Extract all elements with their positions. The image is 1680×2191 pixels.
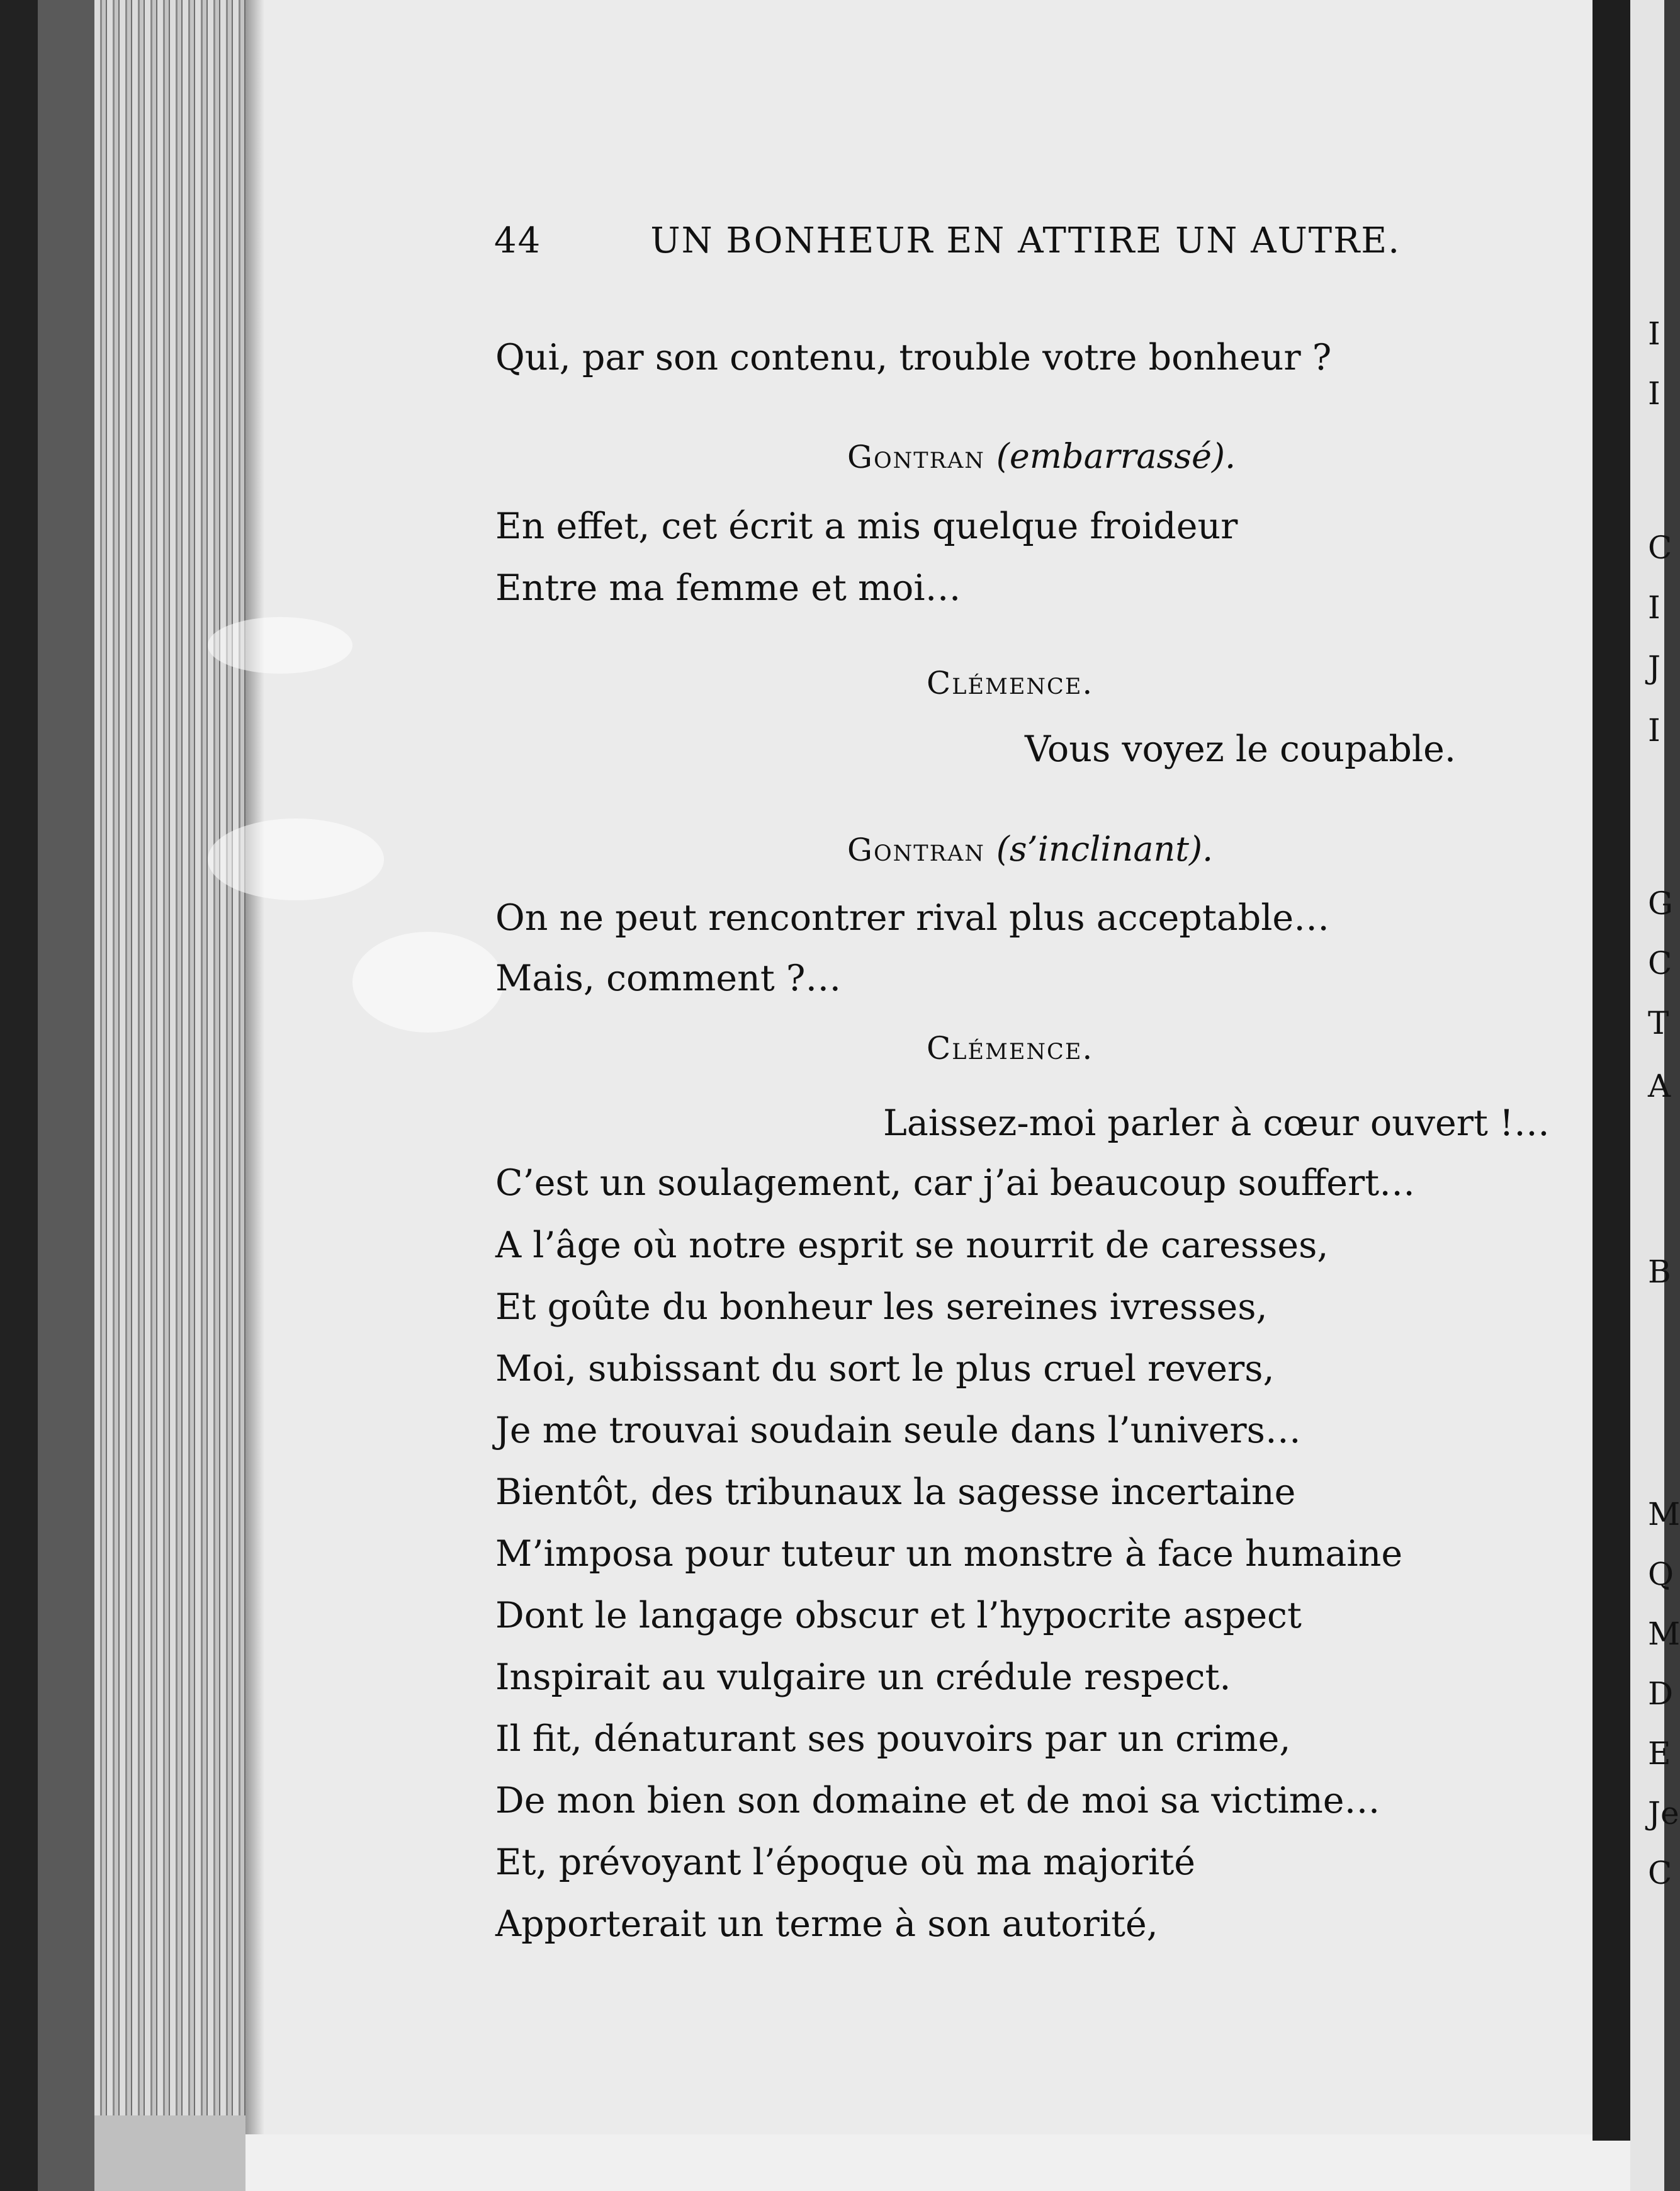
facing-page-fragment: I: [1648, 315, 1660, 352]
verse-line: Mais, comment ?…: [495, 958, 842, 999]
facing-page-fragment: Je: [1648, 1795, 1679, 1831]
running-title: UN BONHEUR EN ATTIRE UN AUTRE.: [650, 220, 1401, 261]
speaker-heading: [927, 1030, 1094, 1067]
page-edges-bottom: [94, 2115, 252, 2191]
scan-border-left: [0, 0, 38, 2191]
stage-direction: (s’inclinant).: [996, 829, 1214, 869]
facing-page-fragment: M: [1648, 1616, 1680, 1652]
verse-line: Entre ma femme et moi…: [495, 567, 961, 609]
left-margin: [38, 0, 101, 2191]
gutter-shadow: [245, 0, 264, 2191]
verse-line: M’imposa pour tuteur un monstre à face humaine: [495, 1533, 1403, 1575]
facing-page-fragment: T: [1648, 1005, 1669, 1041]
facing-page-fragment: E: [1648, 1735, 1671, 1772]
speaker-name: Clémence.: [927, 1030, 1094, 1067]
verse-line: On ne peut rencontrer rival plus acceptable…: [495, 897, 1330, 939]
facing-page-fragment: I: [1648, 589, 1660, 626]
facing-page-fragment: G: [1648, 885, 1673, 922]
verse-line: Et goûte du bonheur les sereines ivresses,: [495, 1286, 1268, 1328]
verse-line: Qui, par son contenu, trouble votre bonheur ?: [495, 337, 1332, 378]
facing-page-fragment: D: [1648, 1675, 1674, 1712]
verse-line: Inspirait au vulgaire un crédule respect.: [495, 1656, 1231, 1698]
page-number: 44: [494, 220, 542, 261]
facing-page-fragment: C: [1648, 1855, 1672, 1891]
speaker-name: Gontran: [847, 832, 985, 868]
paper-stain: [352, 932, 504, 1033]
speaker-name: Clémence.: [927, 665, 1094, 701]
verse-line: C’est un soulagement, car j’ai beaucoup souffert…: [495, 1162, 1416, 1204]
facing-page-fragment: I: [1648, 712, 1660, 749]
verse-line: Apporterait un terme à son autorité,: [495, 1903, 1158, 1945]
page-edges-stack: [94, 0, 252, 2191]
facing-page-fragment: I: [1648, 375, 1660, 412]
running-header: [494, 220, 1401, 271]
verse-line: Je me trouvai soudain seule dans l’univers…: [495, 1410, 1301, 1451]
verse-line: En effet, cet écrit a mis quelque froideur: [495, 506, 1238, 547]
speaker-heading: [847, 829, 1214, 869]
facing-page-fragment: M: [1648, 1496, 1680, 1532]
verse-line: Il fit, dénaturant ses pouvoirs par un crime,: [495, 1718, 1291, 1760]
paper-stain: [208, 818, 384, 900]
speaker-name: Gontran: [847, 439, 985, 475]
facing-page-fragment: C: [1648, 529, 1672, 566]
verse-line: Laissez-moi parler à cœur ouvert !…: [883, 1102, 1550, 1144]
speaker-heading: [847, 436, 1236, 476]
verse-line: A l’âge où notre esprit se nourrit de caresses,: [495, 1225, 1329, 1266]
verse-line: Bientôt, des tribunaux la sagesse incertaine: [495, 1471, 1296, 1513]
facing-page-fragment: J: [1648, 649, 1661, 686]
bottom-paper-edge: [245, 2134, 1664, 2191]
verse-line: Moi, subissant du sort le plus cruel revers,: [495, 1348, 1275, 1390]
facing-page-fragment: A: [1648, 1068, 1671, 1104]
verse-line: Et, prévoyant l’époque où ma majorité: [495, 1842, 1196, 1883]
speaker-heading: [927, 667, 1093, 699]
stage-direction: (embarrassé).: [996, 436, 1236, 476]
verse-line: Vous voyez le coupable.: [1025, 728, 1457, 770]
facing-page-fragment: Q: [1648, 1556, 1674, 1592]
facing-page-fragment: C: [1648, 945, 1672, 982]
verse-line: De mon bien son domaine et de moi sa victime…: [495, 1780, 1380, 1821]
verse-line: Dont le langage obscur et l’hypocrite aspect: [495, 1595, 1302, 1636]
facing-page-fragment: B: [1648, 1254, 1671, 1290]
paper-stain: [208, 617, 352, 674]
